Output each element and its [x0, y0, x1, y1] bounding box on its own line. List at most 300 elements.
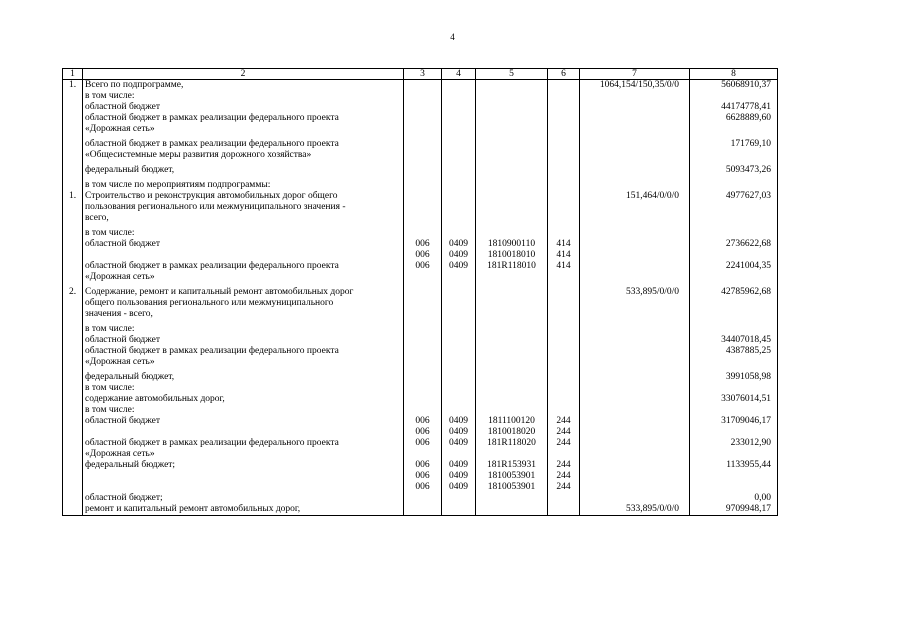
- code-expense: [548, 150, 580, 161]
- code-expense: 244: [548, 460, 580, 471]
- row-length: [580, 180, 690, 191]
- code-chapter: [404, 213, 442, 224]
- code-target: [476, 180, 548, 191]
- row-number: [63, 394, 83, 405]
- code-target: [476, 272, 548, 283]
- row-description: областной бюджет в рамках реализации федерального проекта: [83, 346, 404, 357]
- table-row: [63, 324, 778, 335]
- code-section: 0409: [442, 250, 476, 261]
- row-length: [580, 405, 690, 416]
- header-row: [63, 69, 778, 80]
- row-amount: [690, 324, 778, 335]
- row-amount: [690, 383, 778, 394]
- code-target: [476, 504, 548, 516]
- code-expense: [548, 357, 580, 368]
- code-target: [476, 335, 548, 346]
- table-row: [63, 113, 778, 124]
- code-target: 1810053901: [476, 482, 548, 493]
- row-description: областной бюджет в рамках реализации федерального проекта: [83, 261, 404, 272]
- row-description: «Дорожная сеть»: [83, 449, 404, 460]
- row-number: [63, 346, 83, 357]
- row-amount: 42785962,68: [690, 287, 778, 298]
- code-section: [442, 124, 476, 135]
- code-target: [476, 213, 548, 224]
- row-length: [580, 493, 690, 504]
- code-chapter: [404, 165, 442, 176]
- code-expense: [548, 324, 580, 335]
- code-target: [476, 493, 548, 504]
- row-amount: [690, 272, 778, 283]
- row-number: [63, 91, 83, 102]
- column-header: 3: [404, 69, 442, 80]
- table-row: [63, 191, 778, 202]
- row-number: [63, 213, 83, 224]
- code-section: 0409: [442, 482, 476, 493]
- code-chapter: 006: [404, 438, 442, 449]
- table-row: [63, 427, 778, 438]
- code-section: [442, 324, 476, 335]
- row-amount: [690, 309, 778, 320]
- code-section: 0409: [442, 471, 476, 482]
- table-row: [63, 261, 778, 272]
- row-number: 1.: [63, 191, 83, 202]
- row-number: [63, 202, 83, 213]
- code-target: [476, 91, 548, 102]
- code-section: [442, 346, 476, 357]
- row-description: Строительство и реконструкция автомобильных дорог общего: [83, 191, 404, 202]
- table-row: [63, 482, 778, 493]
- row-number: [63, 298, 83, 309]
- row-description: Всего по подпрограмме,: [83, 80, 404, 92]
- row-number: [63, 493, 83, 504]
- code-expense: [548, 102, 580, 113]
- row-length: 151,464/0/0/0: [580, 191, 690, 202]
- code-chapter: [404, 493, 442, 504]
- row-description: «Общесистемные меры развития дорожного хозяйства»: [83, 150, 404, 161]
- row-number: [63, 449, 83, 460]
- row-length: [580, 383, 690, 394]
- column-header: 6: [548, 69, 580, 80]
- code-expense: [548, 91, 580, 102]
- row-description: общего пользования регионального или межмуниципального: [83, 298, 404, 309]
- row-number: [63, 180, 83, 191]
- code-chapter: [404, 357, 442, 368]
- row-number: [63, 272, 83, 283]
- code-target: [476, 80, 548, 92]
- row-amount: 6628889,60: [690, 113, 778, 124]
- code-target: [476, 372, 548, 383]
- row-amount: [690, 449, 778, 460]
- code-target: [476, 357, 548, 368]
- row-description: областной бюджет: [83, 239, 404, 250]
- row-length: [580, 250, 690, 261]
- row-description: [83, 471, 404, 482]
- code-chapter: [404, 102, 442, 113]
- code-chapter: [404, 504, 442, 516]
- table-row: [63, 80, 778, 92]
- code-expense: 244: [548, 416, 580, 427]
- table-row: [63, 239, 778, 250]
- code-chapter: [404, 113, 442, 124]
- row-amount: 44174778,41: [690, 102, 778, 113]
- code-chapter: 006: [404, 250, 442, 261]
- code-target: 1810053901: [476, 471, 548, 482]
- code-expense: [548, 394, 580, 405]
- code-target: [476, 287, 548, 298]
- row-amount: 1133955,44: [690, 460, 778, 471]
- table-row: [63, 394, 778, 405]
- row-number: [63, 460, 83, 471]
- code-expense: [548, 80, 580, 92]
- row-number: [63, 427, 83, 438]
- row-description: [83, 250, 404, 261]
- budget-table: [62, 68, 778, 516]
- row-length: [580, 150, 690, 161]
- table-row: [63, 287, 778, 298]
- row-description: в том числе:: [83, 91, 404, 102]
- row-description: [83, 427, 404, 438]
- row-description: пользования регионального или межмуниципального значения -: [83, 202, 404, 213]
- code-expense: 414: [548, 239, 580, 250]
- table-row: [63, 250, 778, 261]
- row-description: «Дорожная сеть»: [83, 357, 404, 368]
- row-description: в том числе:: [83, 383, 404, 394]
- code-section: [442, 504, 476, 516]
- row-amount: 2241004,35: [690, 261, 778, 272]
- column-header: 8: [690, 69, 778, 80]
- code-target: 181R118010: [476, 261, 548, 272]
- row-description: значения - всего,: [83, 309, 404, 320]
- code-section: [442, 493, 476, 504]
- table-row: [63, 383, 778, 394]
- row-length: [580, 239, 690, 250]
- row-number: [63, 102, 83, 113]
- code-expense: [548, 113, 580, 124]
- row-description: областной бюджет в рамках реализации федерального проекта: [83, 113, 404, 124]
- code-target: 1811100120: [476, 416, 548, 427]
- code-expense: 244: [548, 471, 580, 482]
- table-row: [63, 346, 778, 357]
- table-row: [63, 180, 778, 191]
- table-row: [63, 213, 778, 224]
- code-target: [476, 394, 548, 405]
- row-length: [580, 91, 690, 102]
- row-amount: [690, 150, 778, 161]
- code-chapter: 006: [404, 239, 442, 250]
- code-section: [442, 113, 476, 124]
- row-amount: [690, 427, 778, 438]
- row-number: [63, 438, 83, 449]
- row-length: [580, 427, 690, 438]
- row-number: [63, 150, 83, 161]
- code-expense: [548, 287, 580, 298]
- row-number: [63, 324, 83, 335]
- code-chapter: [404, 383, 442, 394]
- table-row: [63, 124, 778, 135]
- row-length: [580, 272, 690, 283]
- code-target: 181R153931: [476, 460, 548, 471]
- code-expense: [548, 213, 580, 224]
- code-target: [476, 150, 548, 161]
- code-section: [442, 394, 476, 405]
- table-row: [63, 471, 778, 482]
- code-section: [442, 150, 476, 161]
- row-amount: 56068910,37: [690, 80, 778, 92]
- code-section: 0409: [442, 427, 476, 438]
- row-description: областной бюджет: [83, 102, 404, 113]
- code-expense: [548, 449, 580, 460]
- column-header: 5: [476, 69, 548, 80]
- row-amount: 34407018,45: [690, 335, 778, 346]
- code-target: 1810018020: [476, 427, 548, 438]
- table-row: [63, 309, 778, 320]
- code-chapter: [404, 202, 442, 213]
- code-chapter: [404, 228, 442, 239]
- code-chapter: [404, 324, 442, 335]
- row-length: [580, 298, 690, 309]
- table-row: [63, 493, 778, 504]
- row-number: [63, 165, 83, 176]
- code-chapter: [404, 394, 442, 405]
- code-chapter: [404, 335, 442, 346]
- row-length: [580, 335, 690, 346]
- code-section: [442, 91, 476, 102]
- row-description: в том числе:: [83, 324, 404, 335]
- code-expense: [548, 298, 580, 309]
- row-number: [63, 372, 83, 383]
- row-length: [580, 324, 690, 335]
- row-number: [63, 139, 83, 150]
- code-expense: [548, 504, 580, 516]
- row-length: 1064,154/150,35/0/0: [580, 80, 690, 92]
- row-length: [580, 213, 690, 224]
- row-description: в том числе:: [83, 405, 404, 416]
- code-section: 0409: [442, 239, 476, 250]
- row-number: [63, 504, 83, 516]
- row-number: [63, 124, 83, 135]
- code-target: [476, 383, 548, 394]
- code-section: 0409: [442, 416, 476, 427]
- row-description: федеральный бюджет,: [83, 372, 404, 383]
- row-number: [63, 383, 83, 394]
- row-number: [63, 261, 83, 272]
- row-amount: [690, 228, 778, 239]
- row-amount: [690, 91, 778, 102]
- code-section: [442, 191, 476, 202]
- row-number: [63, 357, 83, 368]
- code-chapter: [404, 150, 442, 161]
- code-expense: 244: [548, 482, 580, 493]
- row-amount: 2736622,68: [690, 239, 778, 250]
- row-length: [580, 357, 690, 368]
- code-chapter: [404, 346, 442, 357]
- row-number: [63, 482, 83, 493]
- code-chapter: [404, 91, 442, 102]
- table-row: [63, 298, 778, 309]
- code-section: [442, 372, 476, 383]
- row-description: федеральный бюджет;: [83, 460, 404, 471]
- row-description: областной бюджет в рамках реализации федерального проекта: [83, 438, 404, 449]
- column-header: 1: [63, 69, 83, 80]
- row-length: [580, 165, 690, 176]
- row-amount: [690, 482, 778, 493]
- code-chapter: [404, 309, 442, 320]
- code-target: [476, 405, 548, 416]
- code-expense: [548, 165, 580, 176]
- row-number: [63, 309, 83, 320]
- code-expense: [548, 191, 580, 202]
- code-section: [442, 180, 476, 191]
- row-length: 533,895/0/0/0: [580, 504, 690, 516]
- code-target: [476, 449, 548, 460]
- row-description: Содержание, ремонт и капитальный ремонт автомобильных дорог: [83, 287, 404, 298]
- code-target: [476, 165, 548, 176]
- code-expense: [548, 180, 580, 191]
- table-row: [63, 449, 778, 460]
- row-length: [580, 309, 690, 320]
- row-amount: 171769,10: [690, 139, 778, 150]
- code-section: 0409: [442, 438, 476, 449]
- code-section: [442, 287, 476, 298]
- code-expense: [548, 228, 580, 239]
- code-chapter: 006: [404, 482, 442, 493]
- row-amount: 9709948,17: [690, 504, 778, 516]
- code-section: 0409: [442, 460, 476, 471]
- row-description: в том числе по мероприятиям подпрограммы:: [83, 180, 404, 191]
- code-chapter: 006: [404, 261, 442, 272]
- row-number: [63, 228, 83, 239]
- row-description: содержание автомобильных дорог,: [83, 394, 404, 405]
- row-amount: [690, 471, 778, 482]
- row-length: [580, 372, 690, 383]
- code-expense: [548, 139, 580, 150]
- row-number: [63, 250, 83, 261]
- row-amount: [690, 180, 778, 191]
- code-chapter: [404, 287, 442, 298]
- code-target: [476, 102, 548, 113]
- row-length: [580, 482, 690, 493]
- code-section: [442, 228, 476, 239]
- page-number: 4: [450, 32, 455, 42]
- row-description: всего,: [83, 213, 404, 224]
- code-chapter: [404, 191, 442, 202]
- row-number: [63, 471, 83, 482]
- row-length: [580, 228, 690, 239]
- code-expense: 414: [548, 261, 580, 272]
- code-chapter: [404, 405, 442, 416]
- row-length: [580, 416, 690, 427]
- row-number: 2.: [63, 287, 83, 298]
- row-number: 1.: [63, 80, 83, 92]
- code-target: [476, 309, 548, 320]
- code-expense: [548, 372, 580, 383]
- code-section: [442, 298, 476, 309]
- row-description: «Дорожная сеть»: [83, 272, 404, 283]
- code-expense: [548, 272, 580, 283]
- code-chapter: [404, 372, 442, 383]
- row-length: [580, 449, 690, 460]
- code-chapter: 006: [404, 460, 442, 471]
- code-section: [442, 309, 476, 320]
- code-chapter: [404, 180, 442, 191]
- code-target: [476, 124, 548, 135]
- row-length: [580, 346, 690, 357]
- row-length: 533,895/0/0/0: [580, 287, 690, 298]
- row-length: [580, 438, 690, 449]
- table-row: [63, 372, 778, 383]
- code-chapter: 006: [404, 416, 442, 427]
- table-row: [63, 165, 778, 176]
- row-description: федеральный бюджет,: [83, 165, 404, 176]
- code-expense: [548, 124, 580, 135]
- column-header: 2: [83, 69, 404, 80]
- row-length: [580, 471, 690, 482]
- table-row: [63, 102, 778, 113]
- code-chapter: [404, 124, 442, 135]
- row-description: областной бюджет в рамках реализации федерального проекта: [83, 139, 404, 150]
- code-expense: 244: [548, 438, 580, 449]
- row-number: [63, 113, 83, 124]
- row-amount: 3991058,98: [690, 372, 778, 383]
- table-row: [63, 438, 778, 449]
- row-length: [580, 139, 690, 150]
- code-chapter: 006: [404, 471, 442, 482]
- row-length: [580, 113, 690, 124]
- code-expense: 414: [548, 250, 580, 261]
- code-chapter: [404, 272, 442, 283]
- code-expense: [548, 335, 580, 346]
- table-row: [63, 504, 778, 516]
- row-description: областной бюджет;: [83, 493, 404, 504]
- row-amount: [690, 357, 778, 368]
- code-section: [442, 80, 476, 92]
- code-expense: [548, 346, 580, 357]
- table-row: [63, 272, 778, 283]
- code-expense: [548, 309, 580, 320]
- row-amount: [690, 213, 778, 224]
- row-number: [63, 335, 83, 346]
- row-description: «Дорожная сеть»: [83, 124, 404, 135]
- row-amount: [690, 124, 778, 135]
- code-target: [476, 324, 548, 335]
- table-row: [63, 150, 778, 161]
- code-target: [476, 202, 548, 213]
- table-row: [63, 357, 778, 368]
- row-amount: [690, 250, 778, 261]
- row-length: [580, 261, 690, 272]
- row-description: ремонт и капитальный ремонт автомобильных дорог,: [83, 504, 404, 516]
- code-section: [442, 165, 476, 176]
- row-length: [580, 394, 690, 405]
- table-row: [63, 139, 778, 150]
- column-header: 4: [442, 69, 476, 80]
- code-section: 0409: [442, 261, 476, 272]
- row-amount: [690, 298, 778, 309]
- code-chapter: [404, 80, 442, 92]
- code-chapter: [404, 449, 442, 460]
- code-chapter: 006: [404, 427, 442, 438]
- table-row: [63, 91, 778, 102]
- code-section: [442, 272, 476, 283]
- row-description: областной бюджет: [83, 416, 404, 427]
- code-expense: [548, 383, 580, 394]
- table-row: [63, 416, 778, 427]
- code-target: 1810900110: [476, 239, 548, 250]
- row-amount: 233012,90: [690, 438, 778, 449]
- code-section: [442, 335, 476, 346]
- code-target: [476, 113, 548, 124]
- code-section: [442, 405, 476, 416]
